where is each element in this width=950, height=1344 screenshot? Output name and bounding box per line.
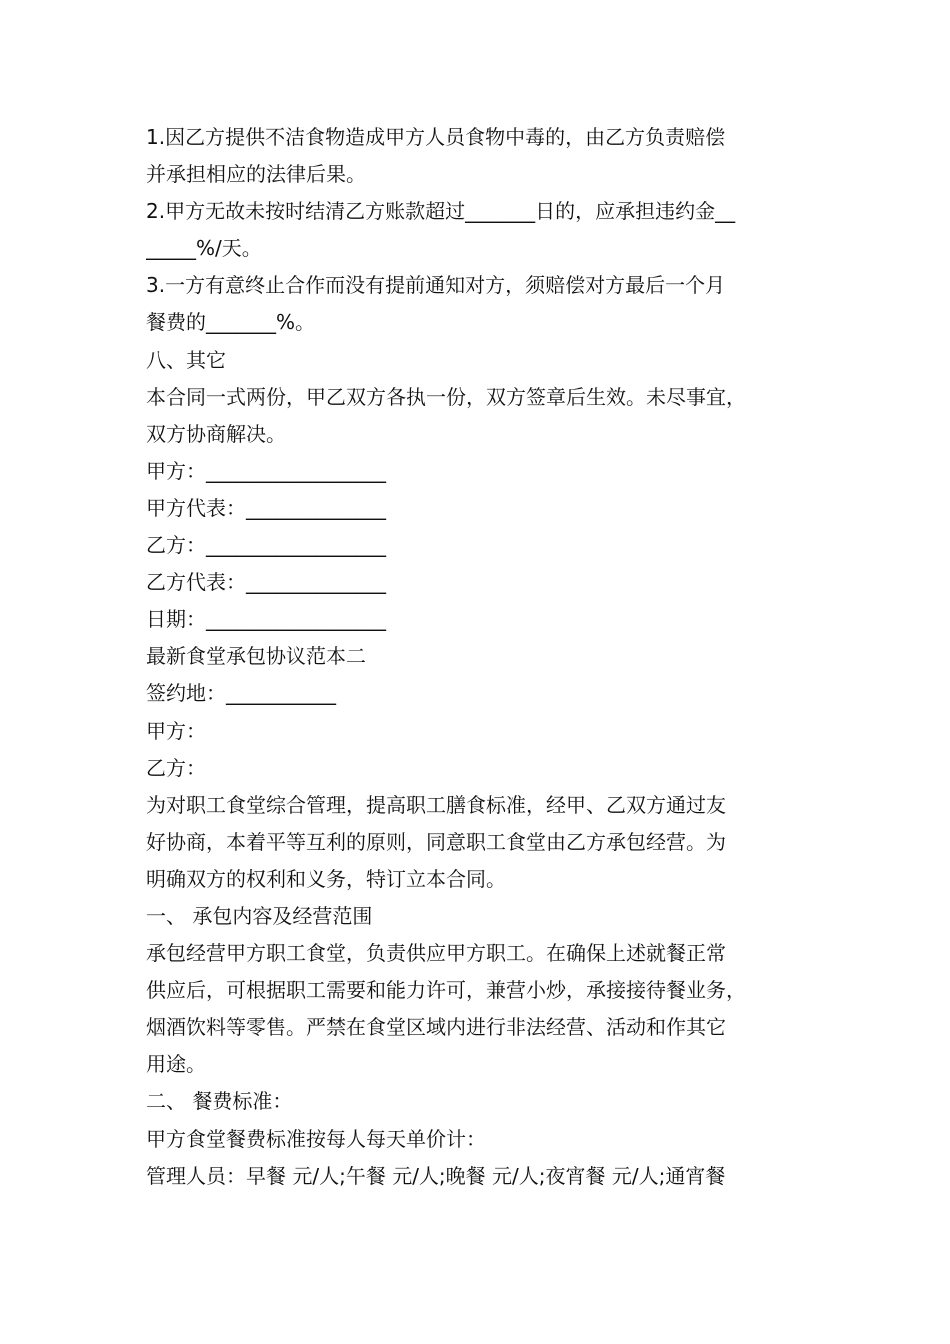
text-line: 好协商，本着平等互利的原则，同意职工食堂由乙方承包经营。为 — [146, 829, 726, 854]
text-line: 餐费的_______%。 — [146, 310, 316, 335]
text-line: 3.一方有意终止合作而没有提前通知对方，须赔偿对方最后一个月 — [146, 273, 726, 298]
text-line: 甲方食堂餐费标准按每人每天单价计： — [146, 1126, 486, 1151]
text-line: 双方协商解决。 — [146, 421, 286, 446]
text-line: 二、 餐费标准： — [146, 1089, 293, 1114]
text-line: 甲方： — [146, 718, 206, 743]
text-line: 甲方：__________________ — [146, 458, 386, 483]
text-line: 日期：__________________ — [146, 607, 386, 632]
text-line: 明确双方的权利和义务，特订立本合同。 — [146, 866, 506, 891]
text-line: 乙方： — [146, 755, 206, 780]
text-line: 管理人员：早餐 元/人;午餐 元/人;晚餐 元/人;夜宵餐 元/人;通宵餐 — [146, 1163, 726, 1188]
text-line: 供应后，可根据职工需要和能力许可，兼营小炒，承接接待餐业务， — [146, 978, 746, 1003]
text-line: 2.甲方无故未按时结清乙方账款超过_______日的，应承担违约金__ — [146, 199, 736, 224]
text-line: 1.因乙方提供不洁食物造成甲方人员食物中毒的，由乙方负责赔偿 — [146, 125, 726, 149]
text-line: 承包经营甲方职工食堂，负责供应甲方职工。在确保上述就餐正常 — [146, 941, 726, 966]
text-line: 最新食堂承包协议范本二 — [146, 644, 366, 669]
text-line: 为对职工食堂综合管理，提高职工膳食标准，经甲、乙双方通过友 — [146, 792, 726, 817]
document-body — [146, 119, 826, 1195]
text-line: 本合同一式两份，甲乙双方各执一份，双方签章后生效。未尽事宜， — [146, 384, 746, 409]
text-line: 烟酒饮料等零售。严禁在食堂区域内进行非法经营、活动和作其它 — [146, 1015, 726, 1040]
text-line: _____%/天。 — [146, 236, 262, 261]
text-line: 并承担相应的法律后果。 — [146, 162, 366, 187]
text-line: 八、其它 — [146, 347, 226, 372]
text-line: 一、 承包内容及经营范围 — [146, 903, 373, 928]
text-line: 签约地：___________ — [146, 681, 336, 706]
text-line: 甲方代表：______________ — [146, 495, 386, 520]
text-line: 乙方：__________________ — [146, 533, 386, 558]
text-line: 用途。 — [146, 1052, 206, 1077]
text-line: 乙方代表：______________ — [146, 570, 386, 595]
